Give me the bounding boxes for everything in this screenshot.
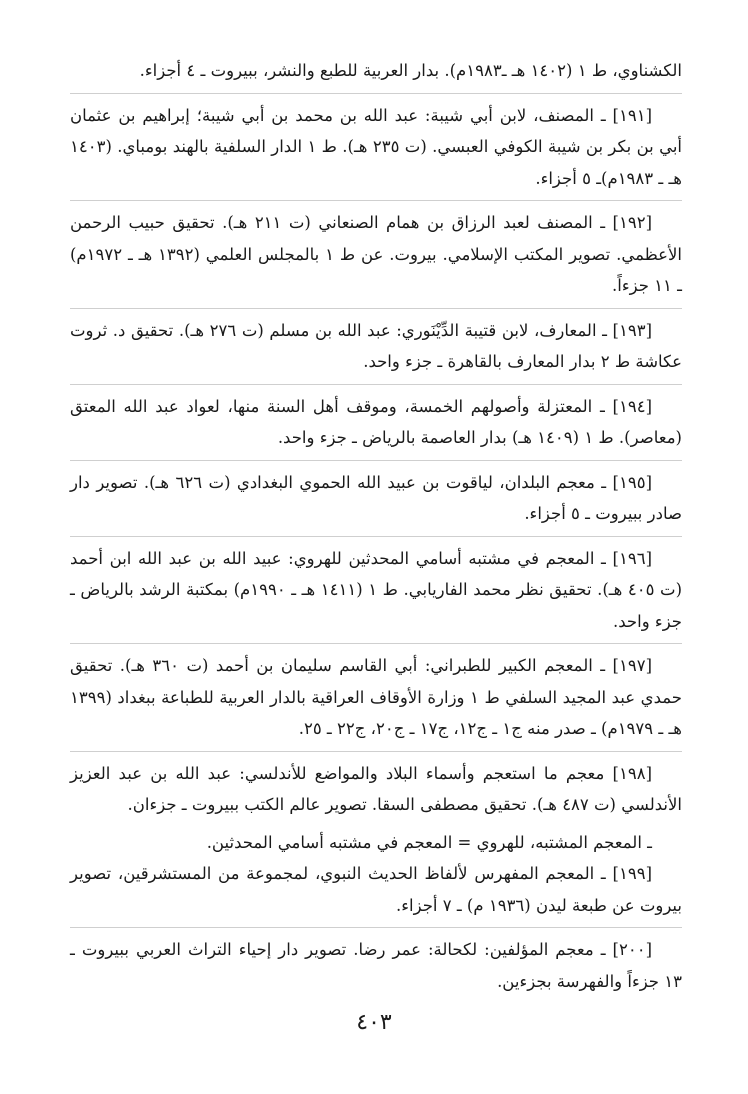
entry-193: [١٩٣] ـ المعارف، لابن قتيبة الدِّيْنَوري: عبد الله بن مسلم (ت ٢٧٦ هـ). تحقيق د. ثروت عكاشة ط ٢ بدار المعارف بالقاهرة ـ جزء واحد.	[70, 308, 682, 378]
entry-198: [١٩٨] معجم ما استعجم وأسماء البلاد والمواضع للأندلسي: عبد الله بن عبد العزيز الأندلسي (ت ٤٨٧ هـ). تحقيق مصطفى السقا. تصوير عالم الكتب ببيروت ـ جزءان.	[70, 751, 682, 821]
page-number: ٤٠٣	[356, 1010, 392, 1035]
entry-192: [١٩٢] ـ المصنف لعبد الرزاق بن همام الصنعاني (ت ٢١١ هـ). تحقيق حبيب الرحمن الأعظمي. تصوير المكتب الإسلامي. بيروت. عن ط ١ بالمجلس العلمي (١٣٩٢ هـ ـ ١٩٧٢م) ـ ١١ جزءاً.	[70, 200, 682, 302]
entry-199: [١٩٩] ـ المعجم المفهرس لألفاظ الحديث النبوي، لمجموعة من المستشرقين، تصوير بيروت عن طبعة ليدن (١٩٣٦ م) ـ ٧ أجزاء.	[70, 864, 682, 915]
entry-195: [١٩٥] ـ معجم البلدان، لياقوت بن عبيد الله الحموي البغدادي (ت ٦٢٦ هـ). تصوير دار صادر ببيروت ـ ٥ أجزاء.	[70, 460, 682, 530]
entry-197: [١٩٧] ـ المعجم الكبير للطبراني: أبي القاسم سليمان بن أحمد (ت ٣٦٠ هـ). تحقيق حمدي عبد المجيد السلفي ط ١ وزارة الأوقاف العراقية بالدار العربية للطباعة ببغداد (١٣٩٩ هـ ـ ١٩٧٩م) ـ صدر منه ج١ ـ ج١٢، ج١٧ ـ ج٢٠، ج٢٢ ـ ٢٥.	[70, 643, 682, 745]
entry-191: [١٩١] ـ المصنف، لابن أبي شيبة: عبد الله بن محمد بن أبي شيبة؛ إبراهيم بن عثمان أبي بن بكر بن شيبة الكوفي العبسي. (ت ٢٣٥ هـ). ط ١ الدار السلفية بالهند بومباي. (١٤٠٣ هـ ـ ١٩٨٣م)ـ ٥ أجزاء.	[70, 93, 682, 195]
entry-190-continuation: الكشناوي، ط ١ (١٤٠٢ هـ ـ١٩٨٣م). بدار العربية للطبع والنشر، ببيروت ـ ٤ أجزاء.	[139, 61, 682, 80]
cross-reference-entry: ـ المعجم المشتبه، للهروي = المعجم في مشتبه أسامي المحدثين.	[206, 832, 652, 852]
entry-196: [١٩٦] ـ المعجم في مشتبه أسامي المحدثين للهروي: عبيد الله بن عبد الله ابن أحمد (ت ٤٠٥ هـ). تحقيق نظر محمد الفاريابي. ط ١ (١٤١١ هـ ـ ١٩٩٠م) بمكتبة الرشد بالرياض ـ جزء واحد.	[70, 536, 682, 638]
entry-200: [٢٠٠] ـ معجم المؤلفين: لكحالة: عمر رضا. تصوير دار إحياء التراث العربي ببيروت ـ ١٣ جزءاً والفهرسة بجزءين.	[70, 927, 682, 997]
bibliography-page	[70, 55, 682, 1003]
entry-194: [١٩٤] ـ المعتزلة وأصولهم الخمسة، وموقف أهل السنة منها، لعواد عبد الله المعتق (معاصر). ط ١ (١٤٠٩ هـ) بدار العاصمة بالرياض ـ جزء واحد.	[70, 384, 682, 454]
